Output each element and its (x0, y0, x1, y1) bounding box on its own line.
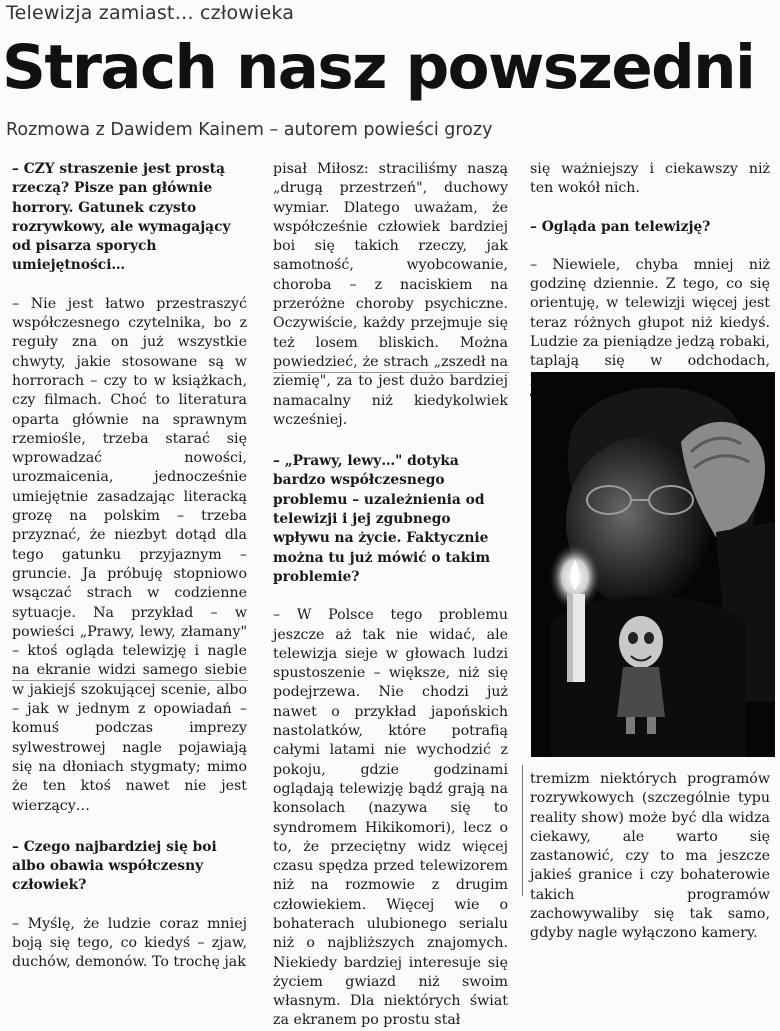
answer-3: – W Polsce tego problemu jeszcze aż tak nie widać, ale telewizja sieje w głowach ludzi spustoszenie – większe, niż się podejrzewa. Nie chodzi już nawet o przykład japońskich nastolatków, które potrafią całymi latami nie wychodzić z pokoju, gdzie godzinami oglądają telewizję bądź grają na konsolach (nazywa się to syndromem Hikikomori), lecz o to, że przeciętny widz więcej czasu spędza przed telewizorem niż na rozmowie z drugim człowiekiem. Więcej wie o bohaterach ulubionego serialu niż o najbliższych znajomych. Niekiedy bardziej interesuje się życiem gwiazd niż swoim własnym. Dla niektórych świat za ekranem po prostu stał (273, 607, 508, 1029)
answer-2-cont: pisał Miłosz: straciliśmy naszą „drugą przestrzeń", duchowy wymiar. Dlatego uważam, że współcześnie człowiek bardziej boi się takich rzeczy, jak samotność, wyobcowanie, choroba – z naciskiem na przeróżne choroby psychiczne. Oczywiście, każdy przejmuje się też losem bliskich. Można powiedzieć, że strach „zszedł na ziemię", za to jest dużo bardziej namacalny niż kiedykolwiek wcześniej. (273, 161, 508, 428)
author-photo (531, 372, 775, 757)
column-2 (273, 160, 508, 1031)
column-rule (522, 765, 523, 896)
headline: Strach nasz powszedni (2, 32, 755, 103)
question-divider-2 (273, 372, 509, 373)
question-divider-1 (12, 680, 248, 681)
answer-1: – Nie jest łatwo przestraszyć współczesnego czytelnika, bo z reguły zna on już wszystkie chwyty, jakie stosowane są w horrorach – czy to w książkach, czy filmach. Choć to literatura oparta głównie na sprawnym rzemiośle, trzeba starać się wprowadzać nowości, urozmaicenia, jednocześnie umiejętnie zasadzając literacką grozę na polskim – trzeba przyznać, że niezbyt dotąd dla tego gatunku przyjaznym – gruncie. Ja próbuję stopniowo wsączać strach w codzienne sytuacje. Na przykład – w powieści „Prawy, lewy, złamany" – ktoś ogląda telewizję i nagle na ekranie widzi samego siebie w jakiejś szokującej scenie, albo – jak w jednym z opowiadań – komuś podczas imprezy sylwestrowej nagle pojawiają się na dłoniach stygmaty; mimo że ten ktoś nawet nie jest wierzący… (12, 295, 247, 814)
question-4: – Ogląda pan telewizję? (530, 218, 711, 235)
answer-2-start: – Myślę, że ludzie coraz mniej boją się tego, co kiedyś – zjaw, duchów, demonów. To trochę jak (12, 915, 247, 971)
answer-3-cont: się ważniejszy i ciekawszy niż ten wokół nich. (530, 161, 770, 197)
question-1: – CZY straszenie jest prostą rzeczą? Pisze pan głównie horrory. Gatunek czysto rozrywkowy, ale wymagający od pisarza sporych umiejętności… (12, 161, 231, 274)
answer-4: – Niewiele, chyba mniej niż godzinę dziennie. Z tego, co się orientuję, w telewizji więcej jest teraz różnych głupot niż kiedyś. Ludzie za pieniądze jedzą robaki, taplają się w odchodach, (530, 256, 770, 370)
kicker: Telewizja zamiast… człowieka (6, 2, 295, 24)
answer-4-end: tremizm niektórych programów rozrywkowych (szczególnie typu reality show) może być dla widza ciekawy, ale warto się zastanowić, czy to ma jeszcze jakieś granice i czy bohaterowie takich programów zachowywaliby się tak samo, gdyby nagle wyłączono kamery. (530, 771, 770, 942)
question-2: – Czego najbardziej się boi albo obawia współczesny człowiek? (12, 838, 217, 894)
column-3-bottom (530, 770, 770, 944)
column-1 (12, 160, 247, 973)
subhead: Rozmowa z Dawidem Kainem – autorem powieści grozy (6, 120, 493, 140)
question-3: – „Prawy, lewy…" dotyka bardzo współczesnego problemu – uzależnienia od telewizji i jej zgubnego wpływu na życie. Faktycznie można tu już mówić o takim problemie? (273, 453, 491, 585)
